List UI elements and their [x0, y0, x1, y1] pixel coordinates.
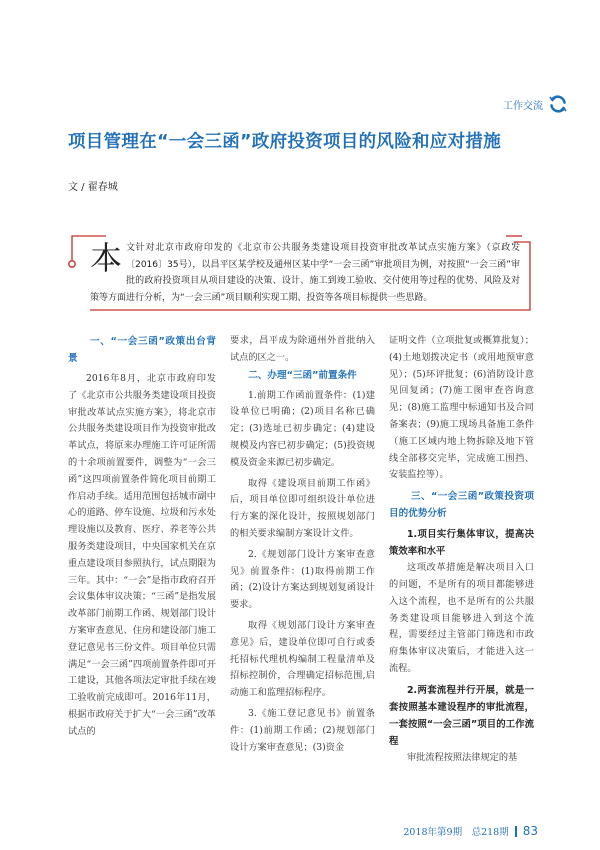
paragraph: 2.《规划部门设计方案审查意见》前置条件：(1)取得前期工作函；(2)设计方案达到规划复函设计要求。	[230, 548, 375, 611]
abstract-text	[90, 240, 520, 306]
section-label: 工作交流	[503, 100, 543, 112]
paragraph: 要求，昌平成为除通州外首批纳入试点的区之一。	[230, 335, 375, 363]
paragraph: 证明文件（立项批复或概算批复）；(4)土地划拨决定书（或用地预审意见）；(5)环评批复；(6)消防设计意见回复函；(7)施工图审查咨询意见；(8)施工监理中标通知书及合同备案表；(9)施工现场具备施工条件（施工区域内地上物拆除及地下管线全部移交完毕，完成施工围挡、安装监控等）。	[389, 335, 534, 481]
heading-conditions: 二、办理“三函”前置条件	[248, 369, 357, 381]
subheading-collective-review: 1.项目实行集体审议，提高决策效率和水平	[389, 529, 534, 558]
section-tag	[503, 94, 568, 114]
footer-divider	[515, 826, 517, 837]
column-2	[230, 333, 375, 756]
abstract-body: 文针对北京市政府印发的《北京市公共服务类建设项目投资审批改革试点实施方案》（京政发〔2016〕35号），以昌平区某学校及通州区某中学“一会三函”审批项目为例，对按照“一会三函”审批的政府投资项目从项目建设的决策、设计、施工到竣工验收、交付使用等过程的优势、风险及对策等方面进行分析，为“一会三函”项目顺利实现工期、投资等各项目标提供一些思路。	[90, 243, 520, 303]
column-3	[389, 333, 534, 767]
paragraph: 2016年8月，北京市政府印发了《北京市公共服务类建设项目投资审批改革试点实施方案》，将北京市公共服务类建设项目作为投资审批改革试点，将原来办理施工许可证所需的十余项前置要件，调整为“一会三函”这四项前置条件简化项目前期工作启动手续。适用范围包括城市副中心的道路、停车设施、垃圾和污水处理设施以及教育、医疗、养老等公共服务类建设项目，中央国家机关在京重点建设项目参照执行，试点期限为三年。其中：“一会”是指市政府召开会议集体审议决策；“三函”是指发展改革部门前期工作函、规划部门设计方案审查意见、住房和建设部门施工登记意见书三份文件。项目单位只需满足“一会三函”四项前置条件即可开工建设，其他各项法定审批手续在竣工验收前完成即可。2016年11月，根据市政府关于扩大“一会三函”改革试点的	[68, 373, 216, 737]
page-footer	[403, 824, 538, 838]
article-author: 文 / 翟春城	[68, 182, 118, 193]
column-1	[68, 333, 216, 741]
paragraph: 取得《规划部门设计方案审查意见》后，建设单位即可自行或委托招标代理机构编制工程量清单及招标控制价，合理确定招标范围,启动施工和监理招标程序。	[230, 619, 375, 699]
page-number: 83	[522, 824, 538, 838]
abstract-box	[66, 232, 534, 314]
subheading-parallel-processes: 2.两套流程并行开展，就是一套按照基本建设程序的审批流程，一套按照“一会三函”项目的工作流程	[389, 684, 534, 747]
paragraph: 这项改革措施是解决项目入口的问题，不是所有的项目都能够进入这个流程，也不是所有的公共服务类建设项目能够进入到这个流程，需要经过主管部门筛选和市政府集体审议决策后，才能进入这一流程。	[389, 562, 534, 674]
paragraph: 1.前期工作函前置条件：(1)建设单位已明确；(2)项目名称已确定；(3)选址已初步确定；(4)建设规模及内容已初步确定；(5)投资规模及资金来源已初步确定。	[230, 389, 375, 468]
paragraph: 审批流程按照法律规定的基	[407, 751, 518, 763]
refresh-cycle-icon	[548, 94, 568, 114]
abstract-dropcap: 本	[90, 239, 123, 277]
paragraph: 取得《建设项目前期工作函》后，项目单位即可组织设计单位进行方案的深化设计，按照规划部门的相关要求编制方案设计文件。	[230, 477, 375, 539]
heading-background: 一、“一会三函”政策出台背景	[68, 336, 216, 364]
issue-info: 2018年第9期 总218期	[403, 827, 509, 838]
paragraph: 3.《施工登记意见书》前置条件：(1)前期工作函；(2)规划部门设计方案审查意见；(3)资金	[230, 707, 375, 753]
heading-advantages: 三、“一会三函”政策投资项目的优势分析	[389, 491, 534, 520]
article-title: 项目管理在“一会三函”政府投资项目的风险和应对措施	[68, 132, 502, 152]
